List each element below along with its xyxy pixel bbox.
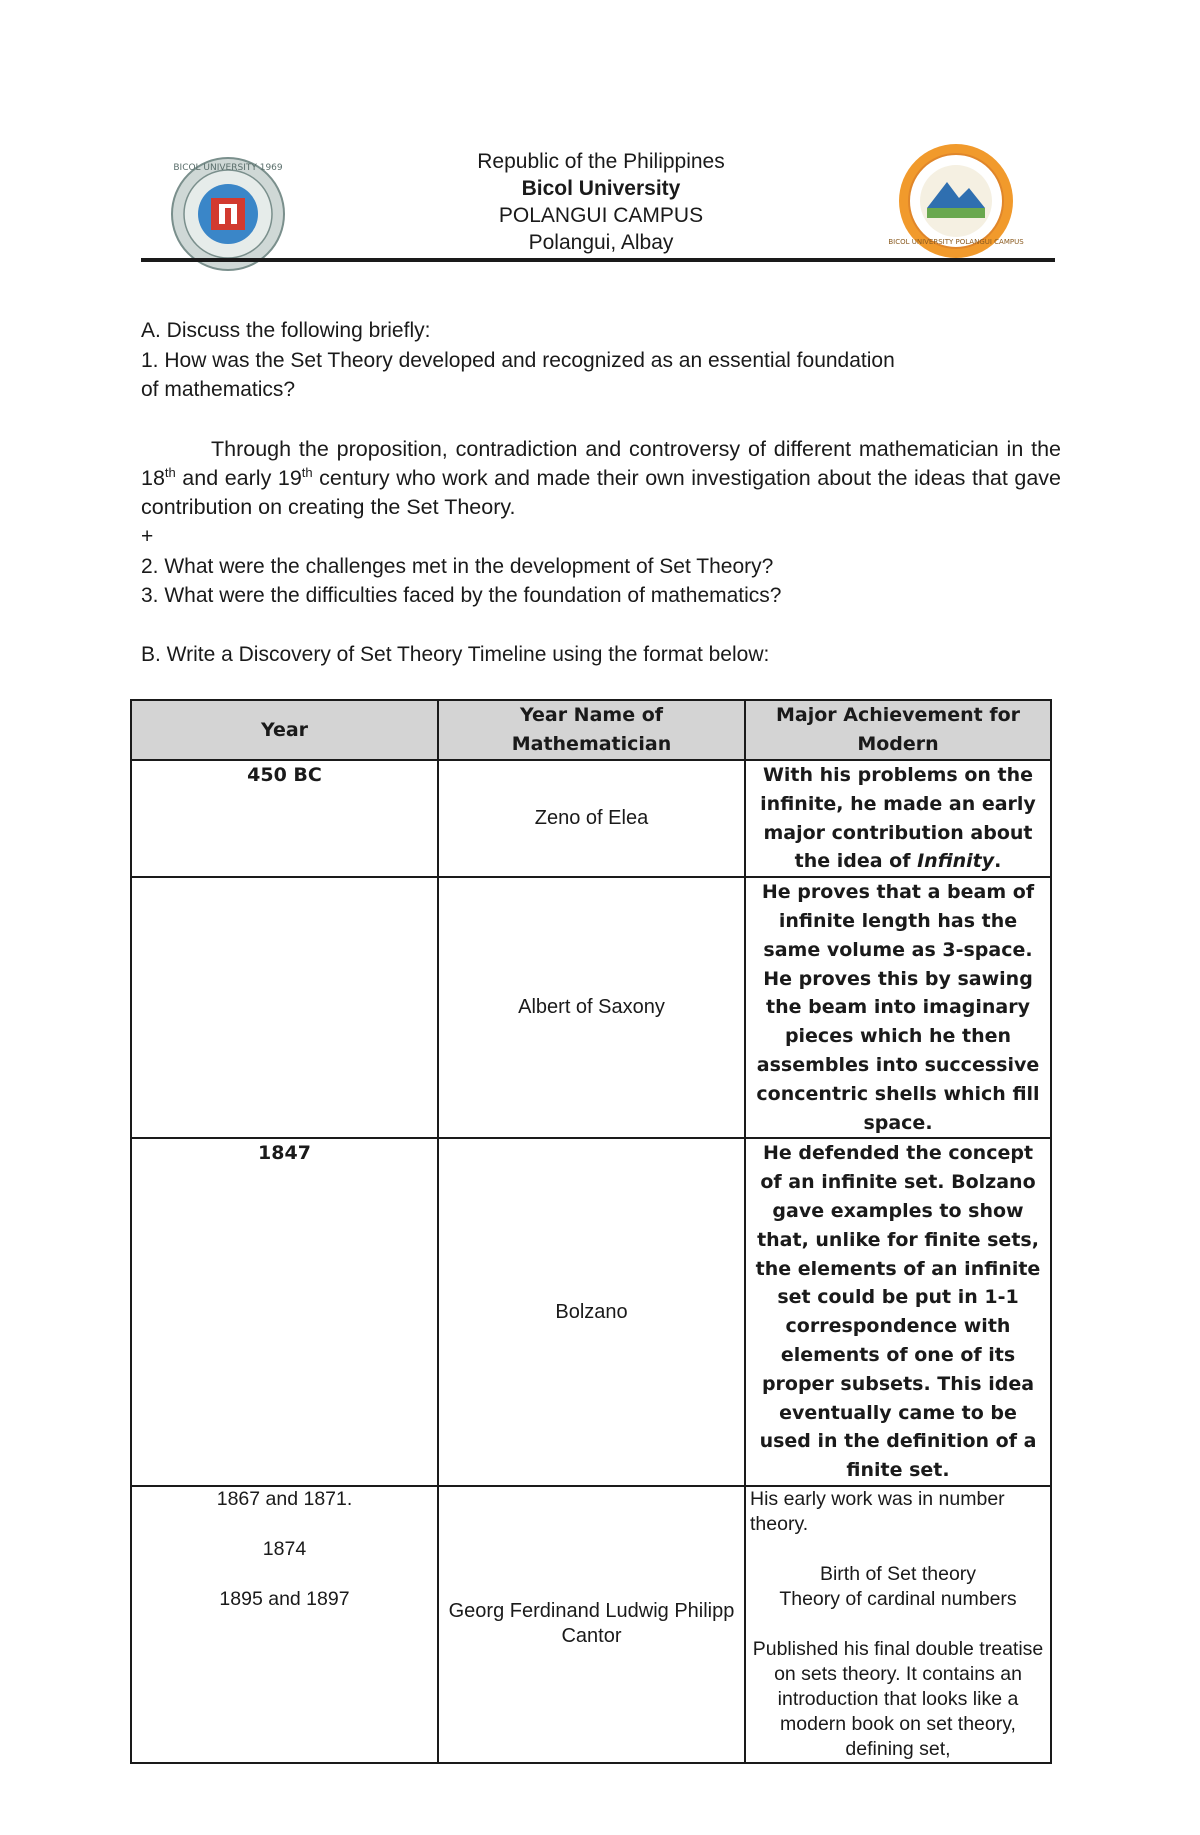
- row-1-name: Zeno of Elea: [438, 760, 745, 877]
- row-1-achievement-end: .: [994, 850, 1002, 873]
- campus-name: POLANGUI CAMPUS: [498, 204, 704, 227]
- question-2: 2. What were the challenges met in the development of Set Theory?: [141, 555, 774, 578]
- section-a-heading: A. Discuss the following briefly:: [141, 319, 431, 342]
- header-divider: [141, 258, 1055, 262]
- bicol-university-seal-logo: [169, 154, 287, 274]
- section-b-heading: B. Write a Discovery of Set Theory Timeline using the format below:: [141, 643, 770, 666]
- campus-address: Polangui, Albay: [528, 231, 674, 254]
- answer-text-1: Through the proposition, contradiction and controversy of different mathematician in the 18: [141, 437, 1061, 490]
- table-row: [131, 1138, 1051, 1486]
- row-2-name: Albert of Saxony: [438, 877, 745, 1138]
- letterhead-text: [381, 148, 821, 256]
- row-4-achievement-b: Birth of Set theory Theory of cardinal numbers: [779, 1562, 1017, 1610]
- header-mathematician: Year Name of Mathematician: [438, 700, 745, 760]
- answer-1-paragraph: [141, 435, 1061, 522]
- row-4-achievement: [745, 1486, 1051, 1763]
- answer-sup-2: th: [301, 464, 313, 480]
- row-4-year: 1867 and 1871. 1874 1895 and 1897: [131, 1486, 438, 1763]
- table-row: [131, 877, 1051, 1138]
- row-4-achievement-a: His early work was in number theory.: [750, 1487, 1005, 1535]
- letterhead: [141, 142, 1055, 262]
- table-row: [131, 760, 1051, 877]
- header-year: Year: [131, 700, 438, 760]
- table-row: [131, 1486, 1051, 1763]
- answer-sup-1: th: [164, 464, 176, 480]
- set-theory-timeline-table: [130, 699, 1052, 1764]
- university-name: Bicol University: [521, 177, 681, 200]
- row-1-achievement-emphasis: Infinity: [917, 850, 995, 873]
- row-1-year: 450 BC: [131, 760, 438, 877]
- row-3-name: Bolzano: [438, 1138, 745, 1486]
- row-3-achievement: He defended the concept of an infinite set. Bolzano gave examples to show that, unlike for finite sets, the elements of an infinite set could be put in 1-1 correspondence with elements of one of its proper subsets. This idea eventually came to be used in the definition of a finite set.: [745, 1138, 1051, 1486]
- answer-text-3: century who work and made their own investigation about the ideas that gave contribution on creating the Set Theory.: [141, 466, 1061, 519]
- svg-text:BICOL UNIVERSITY 1969: BICOL UNIVERSITY 1969: [173, 163, 283, 173]
- row-1-achievement-text: With his problems on the infinite, he made an early major contribution about the idea of: [760, 764, 1036, 873]
- question-1-line-1: 1. How was the Set Theory developed and recognized as an essential foundation: [141, 349, 895, 372]
- country-line: Republic of the Philippines: [477, 150, 725, 173]
- answer-text-2: and early 19: [175, 466, 302, 490]
- row-3-year: 1847: [131, 1138, 438, 1486]
- plus-sign: +: [141, 525, 154, 548]
- header-achievement: Major Achievement for Modern: [745, 700, 1051, 760]
- row-4-achievement-c: Published his final double treatise on sets theory. It contains an introduction that looks like a modern book on set theory, defining set,: [752, 1637, 1044, 1760]
- row-2-year: [131, 877, 438, 1138]
- row-1-achievement: [745, 760, 1051, 877]
- question-1-line-2: of mathematics?: [141, 378, 296, 401]
- question-3: 3. What were the difficulties faced by the foundation of mathematics?: [141, 584, 782, 607]
- polangui-campus-seal-logo: [888, 142, 1024, 260]
- table-header-row: [131, 700, 1051, 760]
- row-4-name: Georg Ferdinand Ludwig Philipp Cantor: [438, 1486, 745, 1763]
- svg-text:BICOL UNIVERSITY POLANGUI CAMP: BICOL UNIVERSITY POLANGUI CAMPUS: [888, 238, 1024, 246]
- row-2-achievement: He proves that a beam of infinite length has the same volume as 3-space. He proves this by sawing the beam into imaginary pieces which he then assembles into successive concentric shells which fill space.: [745, 877, 1051, 1138]
